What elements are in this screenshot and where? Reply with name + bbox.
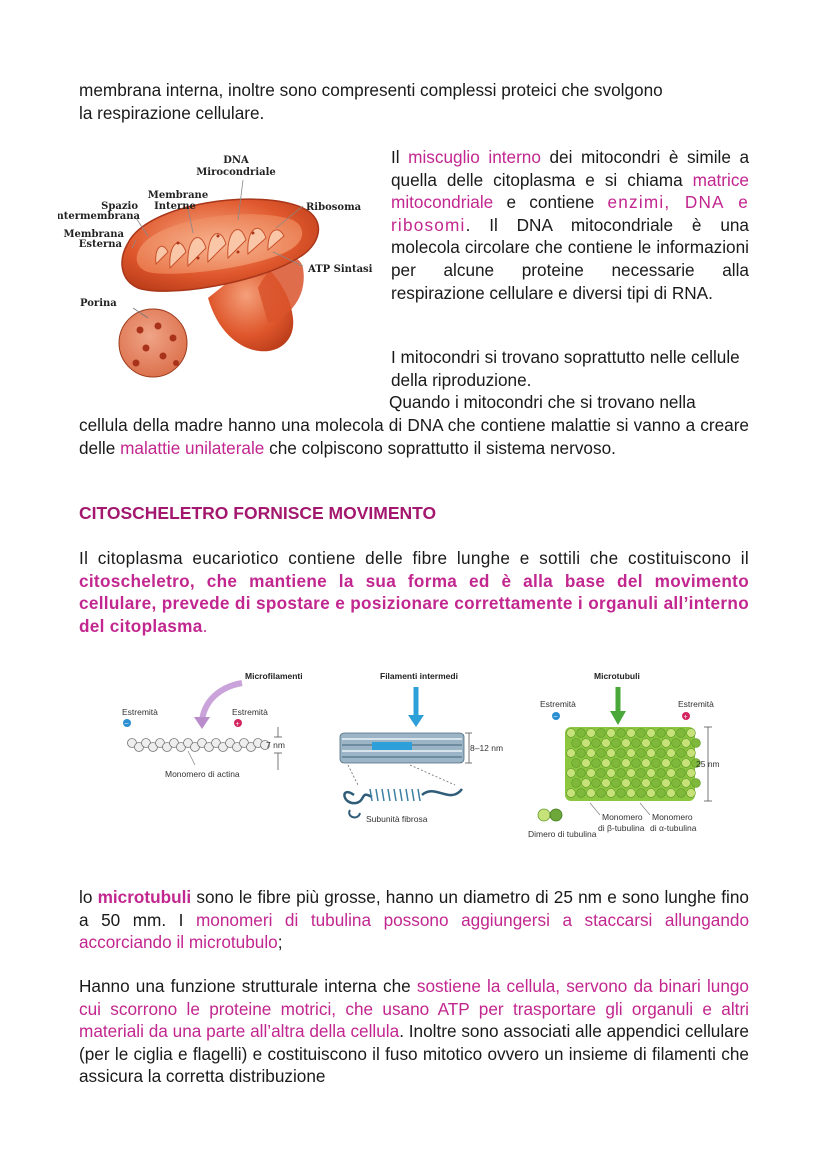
label-intermembrana: Intermembrana <box>58 211 140 222</box>
microtubules-paragraph: lo microtubuli sono le fibre più grosse, hanno un diametro di 25 nm e sono lunghe fino a 50 mm. I monomeri di tubulina possono aggiungersi a staccarsi allungando accorciando il microtubulo; <box>79 887 750 953</box>
microtubule-cylinder <box>565 727 700 801</box>
intro-line-1: membrana interna, inoltre sono compresenti complessi proteici che svolgono <box>79 80 663 100</box>
label-monomero-beta: Monomero <box>602 812 643 822</box>
highlight-monomeri: monomeri di tubulina possono aggiungersi a staccarsi allungando accorciando il microtubulo <box>79 909 750 953</box>
cytoskeleton-paragraph: Il citoplasma eucariotico contiene delle fibre lunghe e sottili che costituiscono il citoscheletro, che mantiene la sua forma ed è alla base del movimento cellulare, prevede di spostare e posizionare correttamente i organuli all’interno del citoplasma. <box>79 548 749 636</box>
label-microtubuli: Microtubuli <box>594 671 640 681</box>
svg-text:–: – <box>553 713 558 721</box>
mitochondria-paragraph: Il miscuglio interno dei mitocondri è simile a quella delle citoplasma e si chiama matrice mitocondriale e contiene enzimi, DNA e ribosomi. Il DNA mitocondriale è una molecola circolare che contiene le informazioni per alcune proteine necessarie alla respirazione cellulare e diversi tipi di RNA. <box>391 147 750 303</box>
highlight-miscuglio: miscuglio interno <box>408 147 541 167</box>
label-membrana: Membrana <box>63 229 124 240</box>
label-microfilamenti: Microfilamenti <box>245 671 303 681</box>
label-7nm: 7 nm <box>266 740 285 750</box>
highlight-enzimi: enzimi, DNA e ribosomi <box>391 192 749 235</box>
label-atp-sintasi: ATP Sintasi <box>308 264 373 275</box>
label-membrane: Membrane <box>147 190 209 201</box>
label-alpha-tubulina: di α-tubulina <box>650 823 697 833</box>
highlight-malattie: malattie unilaterale <box>120 437 265 458</box>
continuation-paragraph: cellula della madre hanno una molecola di DNA che contiene malattie si vanno a creare delle malattie unilaterale che colpiscono soprattutto il sistema nervoso. <box>79 415 749 458</box>
highlight-sostiene: sostiene la cellula, servono da binari lungo cui scorrono le proteine motrici, che usano ATP per trasportare gli organuli e altri materiali da una parte all’altra della cellula <box>79 976 749 1042</box>
porina-inset <box>119 309 187 377</box>
intro-paragraph <box>79 79 749 124</box>
cytoskeleton-figure <box>110 665 730 850</box>
label-dna: DNA <box>223 155 249 166</box>
label-dna-mitocondriale: Mirocondriale <box>196 167 276 178</box>
label-beta-tubulina: di β-tubulina <box>598 823 645 833</box>
microtubule-panel <box>528 671 720 839</box>
actin-filament <box>128 739 270 752</box>
label-esterna: Esterna <box>78 239 122 250</box>
highlight-matrice: matrice mitocondriale <box>391 169 749 213</box>
label-porina: Porina <box>80 298 117 309</box>
label-25nm: 25 nm <box>696 759 720 769</box>
intro-line-2: la respirazione cellulare. <box>79 102 265 123</box>
svg-text:+: + <box>683 714 688 721</box>
label-monomero-alpha: Monomero <box>652 812 693 822</box>
mitochondrion-svg <box>58 148 378 388</box>
section-heading: CITOSCHELETRO FORNISCE MOVIMENTO <box>79 503 437 523</box>
label-estremita-mt-plus: Estremità <box>678 699 714 709</box>
label-dimero-tubulina: Dimero di tubulina <box>528 829 597 839</box>
label-estremita-plus: Estremità <box>232 707 268 717</box>
highlight-microtubuli: microtubuli <box>97 887 192 907</box>
mitochondrion-illustration <box>58 148 378 388</box>
label-estremita-minus: Estremità <box>122 707 158 717</box>
label-estremita-mt-minus: Estremità <box>540 699 576 709</box>
intermediate-filament-panel <box>340 671 503 824</box>
highlight-citoscheletro: citoscheletro, che mantiene la sua forma ed è alla base del movimento cellulare, prevede di spostare e posizionare correttamente i organuli all’interno del citoplasma <box>79 570 749 636</box>
svg-text:–: – <box>124 720 129 728</box>
cytoskeleton-svg <box>110 665 730 850</box>
mitochondria-paragraph-2: I mitocondri si trovano soprattutto nelle cellule della riproduzione. Quando i mitocondri che si trovano nella <box>389 347 740 413</box>
label-8-12nm: 8–12 nm <box>470 743 504 753</box>
label-membrane-interne: Interne <box>154 201 196 212</box>
label-subunita-fibrosa: Subunità fibrosa <box>366 814 428 824</box>
microfilament-panel <box>122 671 303 779</box>
label-monomero-actina: Monomero di actina <box>165 769 240 779</box>
label-ribosoma: Ribosoma <box>306 202 362 213</box>
function-paragraph: Hanno una funzione strutturale interna che sostiene la cellula, servono da binari lungo cui scorrono le proteine motrici, che usano ATP per trasportare gli organuli e altri materiali da una parte all’altra della cellula. Inoltre sono associati alle appendici cellulare (per le ciglia e flagelli) e costituiscono il fuso mitotico ovvero un insieme di filamenti che assicura la corretta distribuzione <box>79 976 749 1087</box>
label-spazio: Spazio <box>101 201 138 212</box>
intermediate-filament-bundle <box>340 733 464 763</box>
label-filamenti-intermedi: Filamenti intermedi <box>380 671 458 681</box>
svg-text:+: + <box>235 721 240 728</box>
